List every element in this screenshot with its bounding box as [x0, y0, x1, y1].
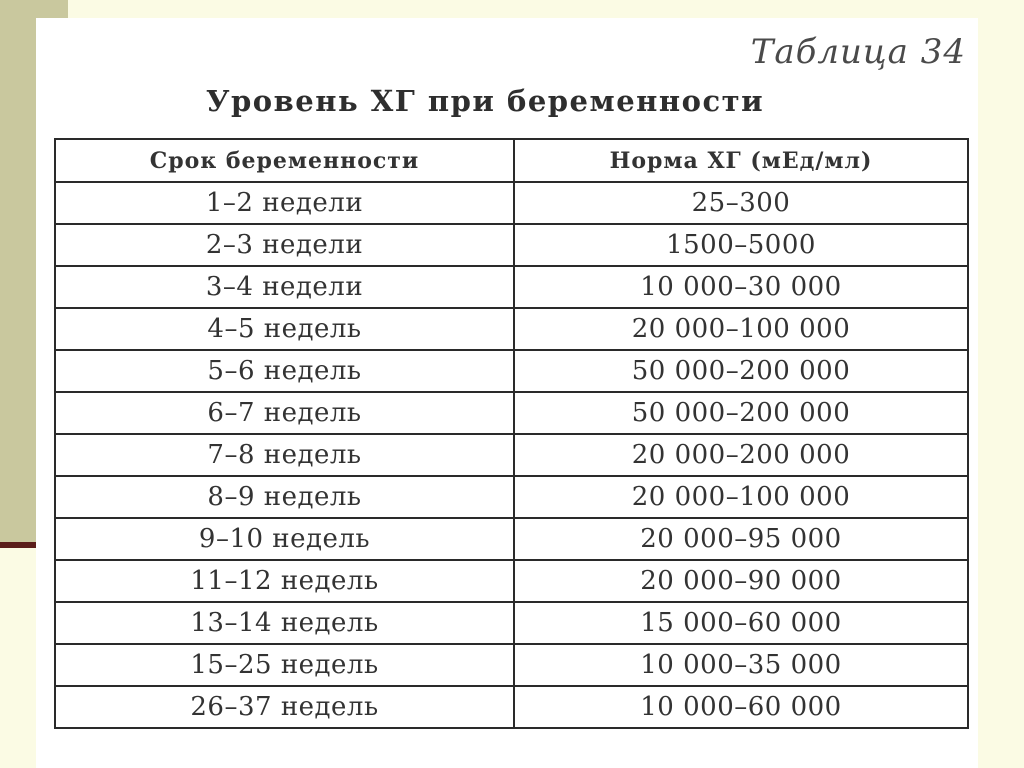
- scanned-page: [36, 18, 978, 768]
- norm-cell: 20 000–200 000: [514, 434, 968, 476]
- term-cell: 3–4 недели: [55, 266, 514, 308]
- slide-decoration-rule: [0, 542, 36, 548]
- table-row: [55, 560, 968, 602]
- norm-cell: 50 000–200 000: [514, 392, 968, 434]
- table-row: [55, 266, 968, 308]
- term-cell: 8–9 недель: [55, 476, 514, 518]
- norm-cell: 20 000–100 000: [514, 308, 968, 350]
- table-title: Уровень ХГ при беременности: [206, 84, 765, 118]
- column-header-term: Срок беременности: [55, 139, 514, 182]
- norm-cell: 10 000–30 000: [514, 266, 968, 308]
- table-row: [55, 392, 968, 434]
- table-row: [55, 644, 968, 686]
- table-header-row: [55, 139, 968, 182]
- norm-cell: 15 000–60 000: [514, 602, 968, 644]
- norm-cell: 10 000–35 000: [514, 644, 968, 686]
- norm-cell: 20 000–95 000: [514, 518, 968, 560]
- term-cell: 11–12 недель: [55, 560, 514, 602]
- norm-cell: 20 000–100 000: [514, 476, 968, 518]
- term-cell: 26–37 недель: [55, 686, 514, 728]
- term-cell: 13–14 недель: [55, 602, 514, 644]
- term-cell: 15–25 недель: [55, 644, 514, 686]
- term-cell: 2–3 недели: [55, 224, 514, 266]
- norm-cell: 10 000–60 000: [514, 686, 968, 728]
- table-row: [55, 434, 968, 476]
- term-cell: 1–2 недели: [55, 182, 514, 224]
- term-cell: 9–10 недель: [55, 518, 514, 560]
- table-row: [55, 224, 968, 266]
- hcg-table: [54, 138, 969, 729]
- table-row: [55, 686, 968, 728]
- table-number: Таблица 34: [750, 32, 966, 72]
- norm-cell: 1500–5000: [514, 224, 968, 266]
- table-row: [55, 308, 968, 350]
- column-header-norm: Норма ХГ (мЕд/мл): [514, 139, 968, 182]
- term-cell: 7–8 недель: [55, 434, 514, 476]
- table-row: [55, 602, 968, 644]
- term-cell: 6–7 недель: [55, 392, 514, 434]
- term-cell: 4–5 недель: [55, 308, 514, 350]
- term-cell: 5–6 недель: [55, 350, 514, 392]
- table-row: [55, 182, 968, 224]
- table-row: [55, 518, 968, 560]
- norm-cell: 25–300: [514, 182, 968, 224]
- slide-decoration-bar: [0, 0, 36, 545]
- norm-cell: 20 000–90 000: [514, 560, 968, 602]
- norm-cell: 50 000–200 000: [514, 350, 968, 392]
- table-row: [55, 476, 968, 518]
- table-row: [55, 350, 968, 392]
